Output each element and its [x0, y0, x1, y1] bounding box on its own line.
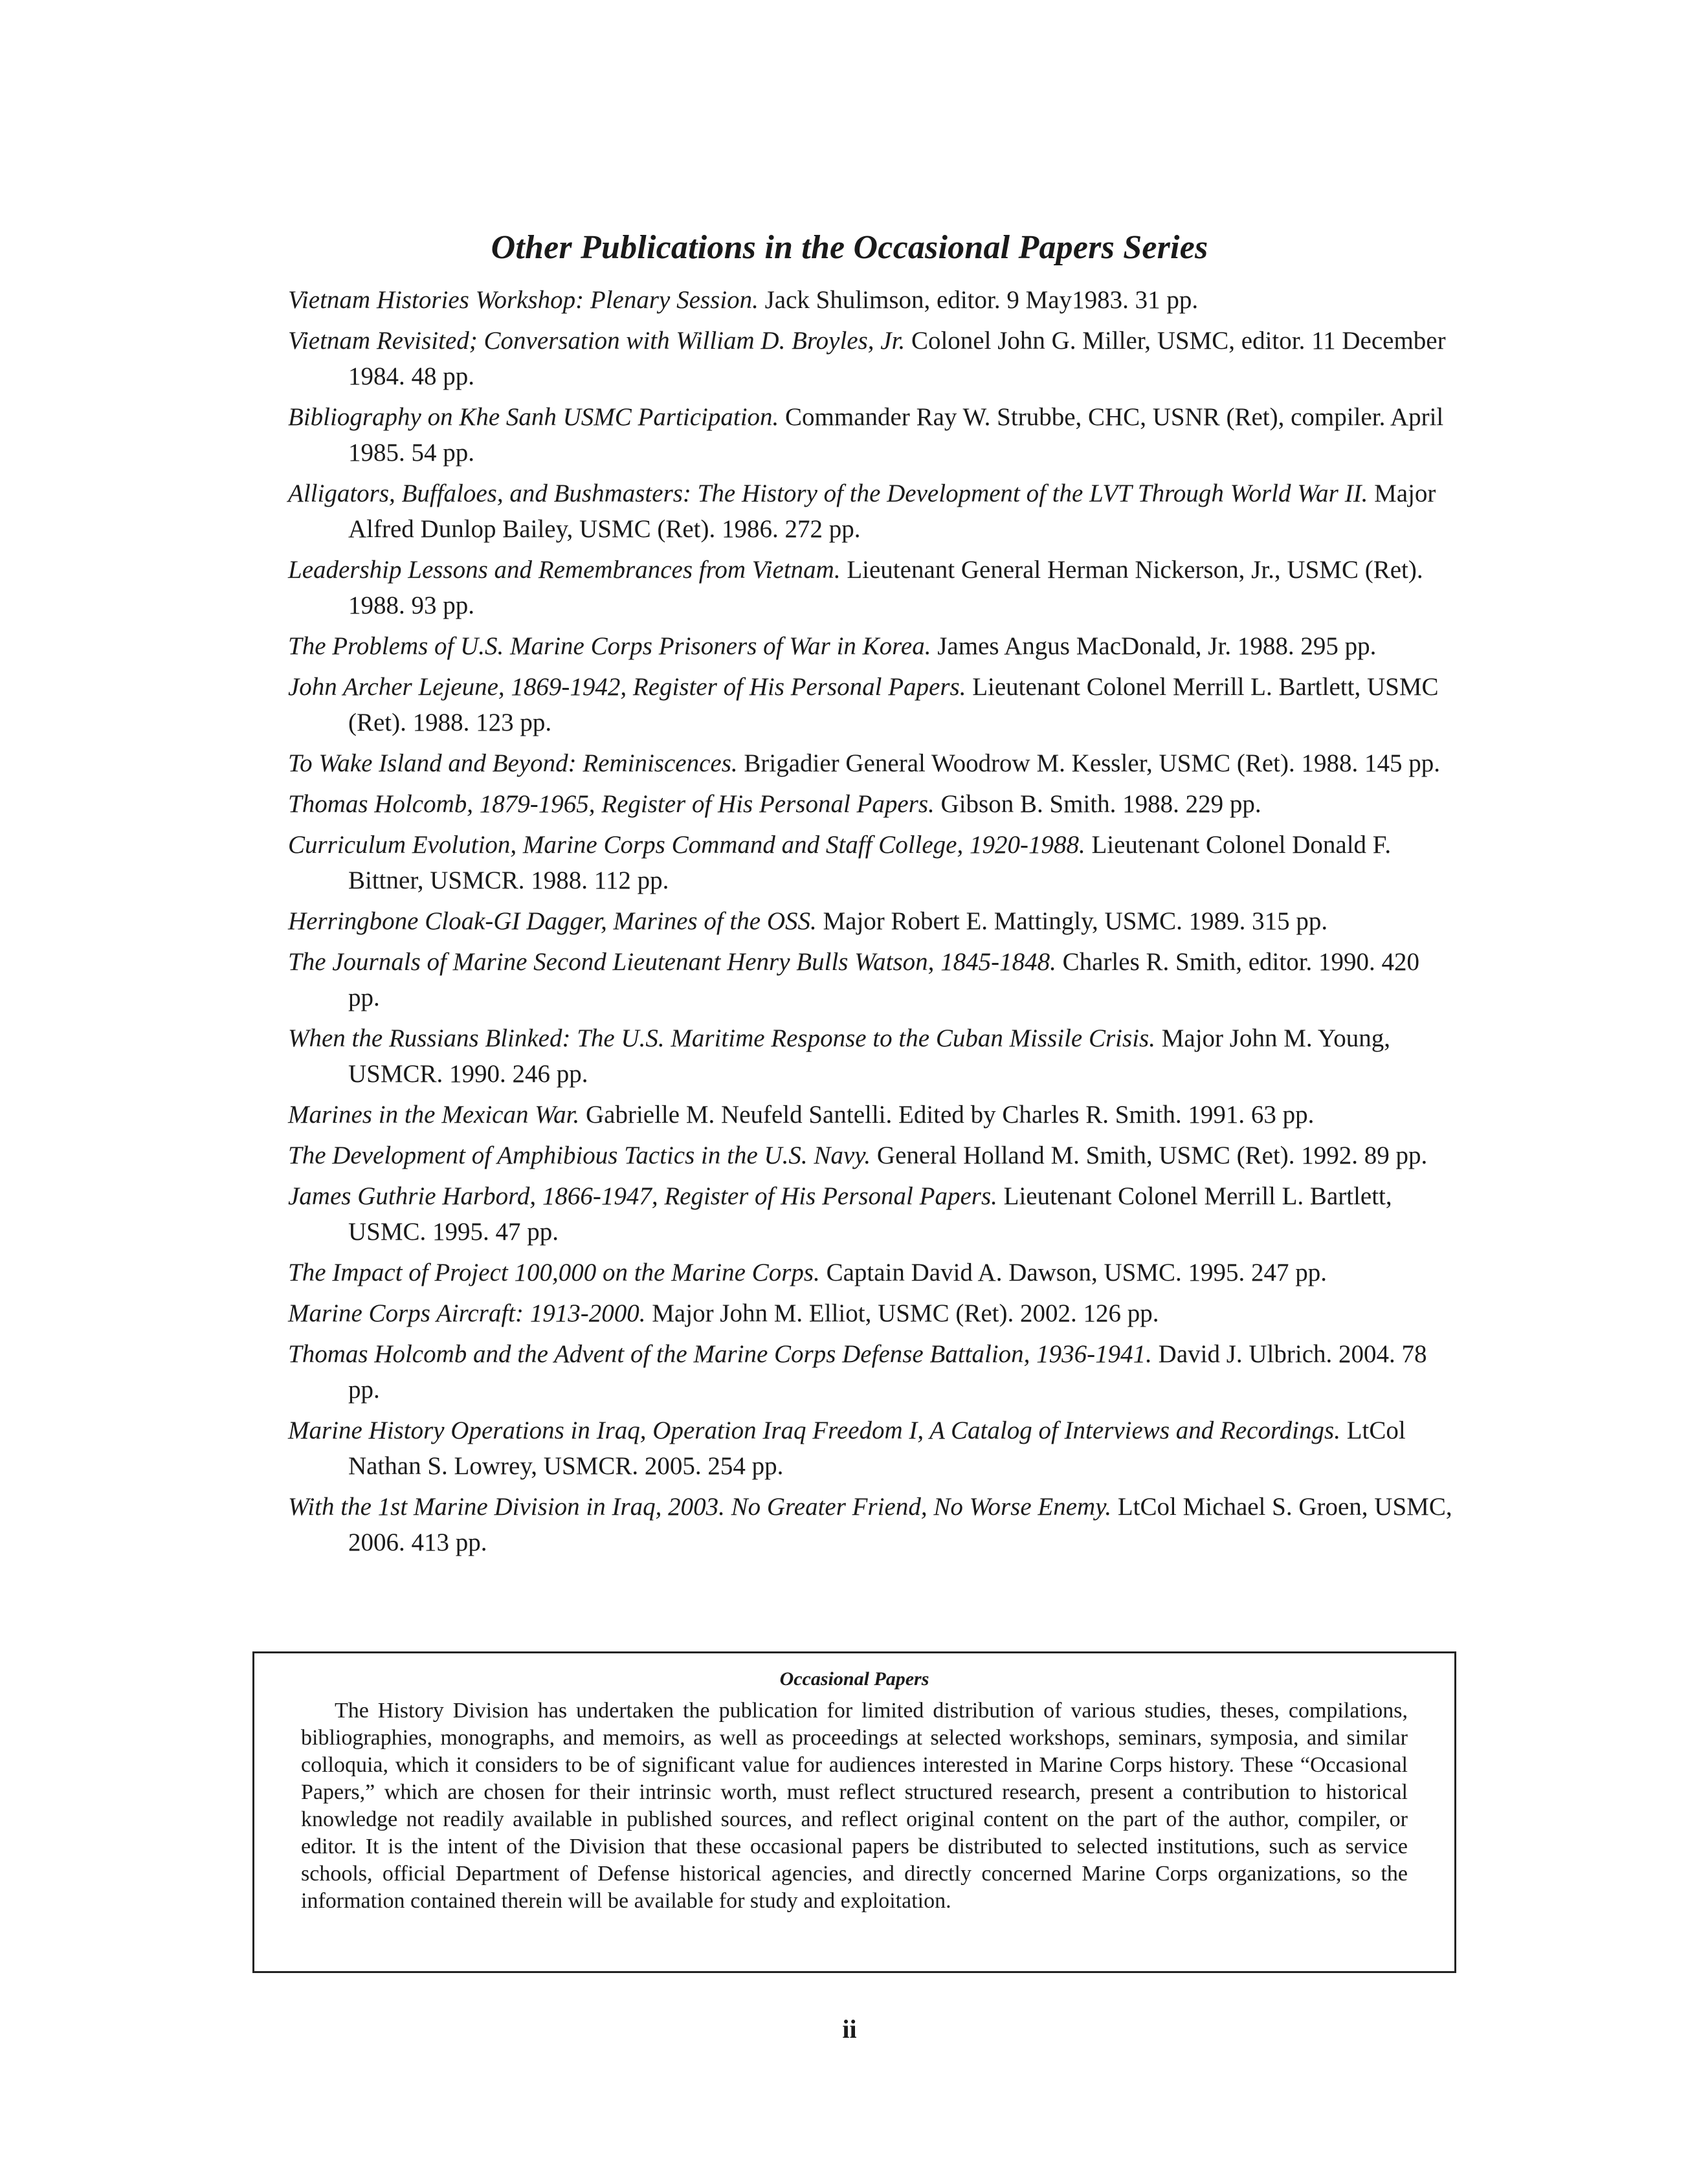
publication-item — [288, 903, 1456, 939]
publication-details: LtCol Nathan S. Lowrey, USMCR. 2005. 254 pp. — [348, 1417, 1406, 1480]
publication-item — [288, 1336, 1456, 1407]
publication-item — [288, 1413, 1456, 1484]
publication-title: The Journals of Marine Second Lieutenant Henry Bulls Watson, 1845-1848. — [288, 948, 1056, 976]
publication-title: Thomas Holcomb, 1879-1965, Register of His Personal Papers. — [288, 790, 935, 818]
publication-details: David J. Ulbrich. 2004. 78 pp. — [348, 1340, 1427, 1404]
box-heading: Occasional Papers — [779, 1668, 929, 1690]
page-title: Other Publications in the Occasional Papers Series — [491, 228, 1208, 266]
publication-details: Lieutenant Colonel Merrill L. Bartlett, USMC. 1995. 47 pp. — [348, 1182, 1392, 1246]
publication-details: Charles R. Smith, editor. 1990. 420 pp. — [348, 948, 1420, 1011]
publication-details: Commander Ray W. Strubbe, CHC, USNR (Ret), compiler. April 1985. 54 pp. — [348, 403, 1444, 467]
publication-details: James Angus MacDonald, Jr. 1988. 295 pp. — [937, 632, 1377, 660]
publication-item — [288, 669, 1456, 740]
publication-item — [288, 745, 1456, 781]
publication-title: To Wake Island and Beyond: Reminiscences. — [288, 749, 738, 777]
publication-title: Vietnam Revisited; Conversation with William D. Broyles, Jr. — [288, 327, 905, 355]
publication-title: The Development of Amphibious Tactics in the U.S. Navy. — [288, 1142, 871, 1169]
publication-item — [288, 786, 1456, 822]
publication-title: Vietnam Histories Workshop: Plenary Session. — [288, 286, 759, 314]
publication-item — [288, 323, 1456, 394]
publication-details: Lieutenant Colonel Donald F. Bittner, USMCR. 1988. 112 pp. — [348, 831, 1392, 894]
publication-item — [288, 1489, 1456, 1560]
publication-details: Major Robert E. Mattingly, USMC. 1989. 315 pp. — [823, 907, 1328, 935]
publication-title: Thomas Holcomb and the Advent of the Marine Corps Defense Battalion, 1936-1941. — [288, 1340, 1152, 1368]
publication-item — [288, 282, 1456, 318]
publication-details: Major John M. Young, USMCR. 1990. 246 pp. — [348, 1024, 1390, 1088]
publication-item — [288, 944, 1456, 1015]
publication-title: The Problems of U.S. Marine Corps Prisoners of War in Korea. — [288, 632, 931, 660]
publication-item — [288, 476, 1456, 547]
publication-details: Lieutenant General Herman Nickerson, Jr., USMC (Ret). 1988. 93 pp. — [348, 556, 1423, 619]
publication-item — [288, 1097, 1456, 1132]
publication-title: The Impact of Project 100,000 on the Marine Corps. — [288, 1259, 820, 1286]
publication-title: James Guthrie Harbord, 1866-1947, Register of His Personal Papers. — [288, 1182, 997, 1210]
publication-title: Herringbone Cloak-GI Dagger, Marines of the OSS. — [288, 907, 817, 935]
publication-details: Gibson B. Smith. 1988. 229 pp. — [940, 790, 1261, 818]
publication-details: Captain David A. Dawson, USMC. 1995. 247 pp. — [826, 1259, 1327, 1286]
publication-title: Marine Corps Aircraft: 1913-2000. — [288, 1299, 646, 1327]
publication-title: Bibliography on Khe Sanh USMC Participation. — [288, 403, 779, 431]
publication-title: Alligators, Buffaloes, and Bushmasters: The History of the Development of the LVT Through World War II. — [288, 480, 1368, 507]
publication-details: Major Alfred Dunlop Bailey, USMC (Ret). 1986. 272 pp. — [348, 480, 1436, 543]
publication-item — [288, 552, 1456, 623]
publication-item — [288, 1138, 1456, 1173]
publication-details: LtCol Michael S. Groen, USMC, 2006. 413 pp. — [348, 1493, 1452, 1556]
publication-details: Jack Shulimson, editor. 9 May1983. 31 pp. — [764, 286, 1199, 314]
publication-title: John Archer Lejeune, 1869-1942, Register of His Personal Papers. — [288, 673, 966, 701]
publication-title: When the Russians Blinked: The U.S. Maritime Response to the Cuban Missile Crisis. — [288, 1024, 1155, 1052]
publication-details: Colonel John G. Miller, USMC, editor. 11 December 1984. 48 pp. — [348, 327, 1446, 390]
publication-title: Curriculum Evolution, Marine Corps Command and Staff College, 1920-1988. — [288, 831, 1085, 859]
publication-details: Major John M. Elliot, USMC (Ret). 2002. 126 pp. — [652, 1299, 1159, 1327]
publication-item — [288, 1296, 1456, 1331]
publication-details: Lieutenant Colonel Merrill L. Bartlett, USMC (Ret). 1988. 123 pp. — [348, 673, 1439, 736]
publication-item — [288, 628, 1456, 664]
publication-item — [288, 1178, 1456, 1250]
publication-title: Marines in the Mexican War. — [288, 1101, 580, 1129]
publication-item — [288, 399, 1456, 470]
publication-title: Marine History Operations in Iraq, Operation Iraq Freedom I, A Catalog of Interviews and Recordings. — [288, 1417, 1340, 1444]
publication-title: With the 1st Marine Division in Iraq, 2003. No Greater Friend, No Worse Enemy. — [288, 1493, 1112, 1521]
publication-details: Brigadier General Woodrow M. Kessler, USMC (Ret). 1988. 145 pp. — [744, 749, 1440, 777]
page-number: ii — [842, 2014, 857, 2044]
publication-details: Gabrielle M. Neufeld Santelli. Edited by Charles R. Smith. 1991. 63 pp. — [585, 1101, 1315, 1129]
publication-list — [288, 282, 1456, 1565]
publication-item — [288, 1020, 1456, 1092]
box-description: The History Division has undertaken the publication for limited distribution of various studies, theses, compilations, bibliographies, monographs, and memoirs, as well as proceedings at selected workshops, seminars, symposia, and similar colloquia, which it considers to be of significant value for audiences interested in Marine Corps history. These “Occasional Papers,” which are chosen for their intrinsic worth, must reflect structured research, present a contribution to historical knowledge not readily available in published sources, and reflect original content on the part of the author, compiler, or editor. It is the intent of the Division that these occasional papers be distributed to selected institutions, such as service schools, official Department of Defense historical agencies, and directly concerned Marine Corps organizations, so the information contained therein will be available for study and exploitation. — [301, 1699, 1408, 1913]
publication-title: Leadership Lessons and Remembrances from Vietnam. — [288, 556, 841, 584]
publication-details: General Holland M. Smith, USMC (Ret). 1992. 89 pp. — [876, 1142, 1428, 1169]
occasional-papers-box — [252, 1651, 1456, 1973]
publication-item — [288, 1255, 1456, 1290]
publication-item — [288, 827, 1456, 898]
